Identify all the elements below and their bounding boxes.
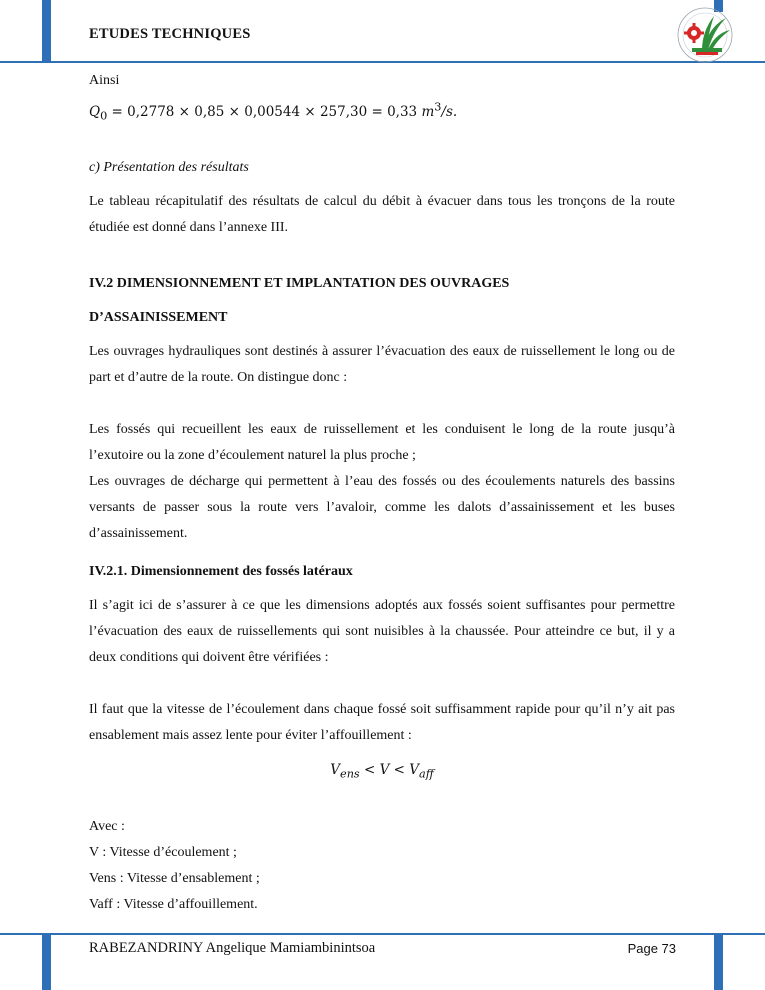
footer-left-bar: [42, 933, 51, 990]
paragraph-resultats: Le tableau récapitulatif des résultats de calcul du débit à évacuer dans tous les tronçons de la route étudiée est donné dans l’annexe III.: [89, 194, 675, 236]
header-title: ETUDES TECHNIQUES: [89, 26, 251, 42]
paragraph-ouvrages: Les ouvrages hydrauliques sont destinés à assurer l’évacuation des eaux de ruissellement le long ou de part et d’autre de la route. On distingue donc :: [89, 344, 675, 386]
heading-iv21: IV.2.1. Dimensionnement des fossés latéraux: [89, 564, 353, 580]
definition-vaff: Vaff : Vitesse d’affouillement.: [89, 896, 258, 912]
section-c-title: c) Présentation des résultats: [89, 160, 249, 176]
paragraph-fosses: Les fossés qui recueillent les eaux de ruissellement et les conduisent le long de la route jusqu’à l’exutoire ou la zone d’écoulement naturel la plus proche ;: [89, 422, 675, 464]
text-ainsi: Ainsi: [89, 73, 120, 88]
formula-q0: $Q_0 = 0,2778 \times 0,85 \times 0,00544 \times 257,30 = 0,33$ $m^3/s$.: [89, 100, 458, 123]
formula-vitesse: $V_{ens} < V < V_{aff}$: [330, 762, 434, 781]
footer-right-bar: [714, 933, 723, 990]
definition-v: V : Vitesse d’écoulement ;: [89, 844, 237, 860]
heading-iv2-line1: IV.2 DIMENSIONNEMENT ET IMPLANTATION DES OUVRAGES: [89, 276, 510, 292]
page-content: [89, 64, 675, 918]
header-left-bar: [42, 0, 51, 62]
paragraph-decharge: Les ouvrages de décharge qui permettent à l’eau des fossés ou des écoulements naturels des bassins versants de passer sous la route vers l’avaloir, comme les dalots d’assainissement et les buses d’assainissement.: [89, 474, 675, 542]
text-avec: Avec :: [89, 818, 125, 834]
definition-vens: Vens : Vitesse d’ensablement ;: [89, 870, 260, 886]
footer-author: RABEZANDRINY Angelique Mamiambinintsoa: [89, 940, 376, 956]
paragraph-dimensions: Il s’agit ici de s’assurer à ce que les dimensions adoptés aux fossés soient suffisantes pour permettre l’évacuation des eaux de ruissellements qui sont nuisibles à la chaussée. Pour atteindre ce but, il y a deux conditions qui doivent être vérifiées :: [89, 598, 675, 666]
university-logo: [670, 6, 740, 64]
page-number: Page 73: [627, 941, 676, 956]
paragraph-vitesse: Il faut que la vitesse de l’écoulement dans chaque fossé soit suffisamment rapide pour qu’il n’y ait pas ensablement mais assez lente pour éviter l’affouillement :: [89, 702, 675, 744]
heading-iv2-line2: D’ASSAINISSEMENT: [89, 310, 228, 326]
header-rule: [0, 61, 765, 63]
footer-rule: [0, 933, 765, 935]
